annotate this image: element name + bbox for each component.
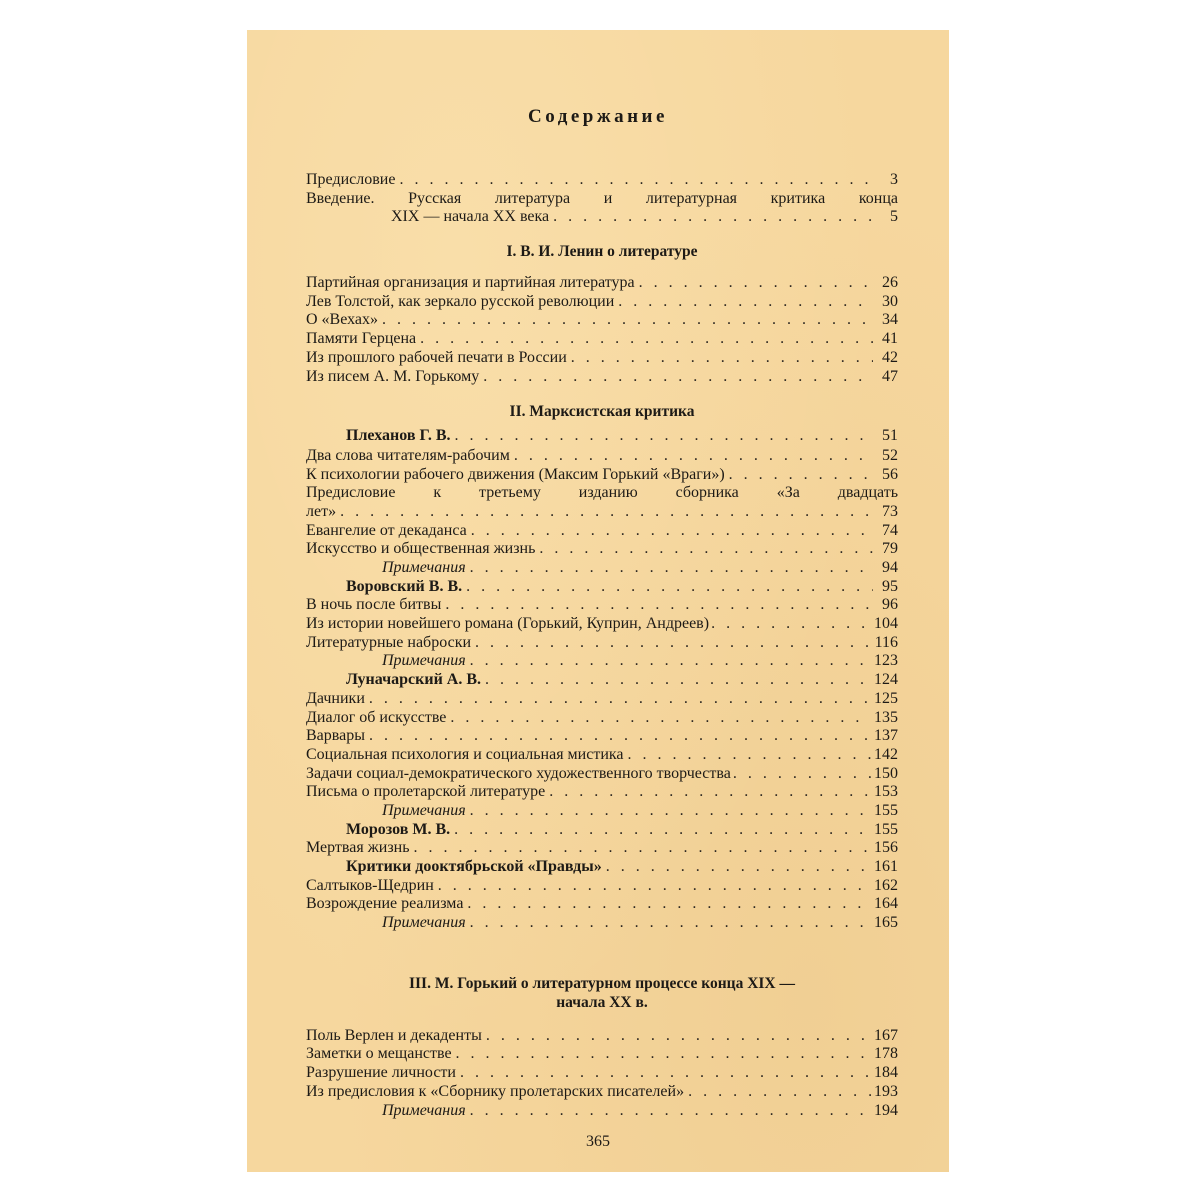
toc-entry [306,540,898,559]
toc-entry-page: 178 [874,1045,898,1063]
toc-entry-page: 124 [874,671,898,689]
toc-entry-title: Памяти Герцена [306,330,417,348]
dot-leader [470,559,873,578]
toc-entry-page: 41 [882,330,898,348]
toc-entry-page: 165 [874,914,898,932]
toc-entry-page: 79 [882,540,898,558]
dot-leader [340,503,873,522]
toc-entry-page: 94 [882,559,898,576]
toc-entry-line1 [306,484,898,503]
toc-entry-page: 52 [882,446,898,464]
toc-author-name: Морозов М. В. [346,820,451,838]
toc-entry [306,274,898,293]
section-2-entries [306,427,898,933]
toc-entry-page: 73 [882,502,898,520]
dot-leader [553,208,873,227]
dot-leader [470,652,871,671]
toc-entry-page: 26 [882,274,898,292]
toc-entry-title: Дачники [306,689,365,707]
toc-entry-page: 34 [882,311,898,329]
toc-entry [306,1045,898,1064]
toc-entry-line2 [306,208,898,227]
dot-leader [414,839,872,858]
toc-entry-title: Диалог об искусстве [306,708,447,726]
toc-notes [306,1102,898,1121]
dot-leader [438,877,871,896]
section-heading-3 [306,974,898,1012]
dot-leader [483,368,873,387]
toc-author-name: Плеханов Г. В. [346,427,451,445]
toc-entry [306,783,898,802]
toc-entry [306,877,898,896]
toc-entry [306,709,898,728]
toc-author [306,427,898,446]
toc-entry [306,171,898,190]
toc-entry-page: 150 [874,764,898,782]
page-title: Содержание [528,106,668,127]
dot-leader [711,615,872,634]
toc-author [306,578,898,597]
section-1-entries [306,274,898,386]
toc-entry-title: В ночь после битвы [306,596,442,614]
dot-leader [470,914,871,933]
toc-entry-page: 156 [874,839,898,857]
toc-entry-title: Возрождение реализма [306,895,464,913]
toc-entry [306,330,898,349]
toc-entry-title: Варвары [306,727,365,745]
toc-entry [306,349,898,368]
toc-entry-page: 30 [882,292,898,310]
toc-entry-title: Из предисловия к «Сборнику пролетарских писателей» [306,1082,685,1100]
toc-entry-page: 164 [874,895,898,913]
toc-entry-page: 142 [874,745,898,763]
toc-entry-title: Партийная организация и партийная литература [306,274,635,292]
toc-entry-page: 137 [874,727,898,745]
dot-leader [470,1102,871,1121]
toc-entry [306,596,898,615]
dot-leader [450,709,871,728]
toc-entry-title: Разрушение личности [306,1064,456,1082]
toc-entry [306,522,898,541]
toc-entry-title: Социальная психология и социальная мистика [306,745,624,763]
toc-entry-title: Искусство и общественная жизнь [306,540,536,558]
dot-leader [571,349,873,368]
toc-entry-title: Салтыков-Щедрин [306,876,434,894]
toc-entry-page: 161 [874,858,898,875]
toc-entry-page: 74 [882,521,898,539]
dot-leader [514,447,873,466]
toc-entry-page: 125 [874,689,898,707]
dot-leader [471,522,873,541]
toc-entry-title: О «Вехах» [306,311,379,329]
table-of-contents [306,171,898,1120]
dot-leader [369,727,871,746]
dot-leader [460,1064,871,1083]
section-heading-3-line2: начала XX в. [556,993,648,1011]
toc-entry-title: К психологии рабочего движения (Максим Горький «Враги») [306,465,725,483]
toc-entry-page: 51 [882,427,898,445]
toc-entry [306,634,898,653]
toc-entry [306,1027,898,1046]
toc-entry-line2 [306,503,898,522]
toc-entry [306,615,898,634]
toc-entry-title-cont: XIX — начала XX века [391,208,550,226]
toc-entry-page: 194 [874,1101,898,1119]
toc-author-name: Воровский В. В. [346,577,463,595]
toc-entry-page: 56 [882,465,898,483]
toc-entry-page: 104 [874,615,898,633]
dot-leader [628,746,871,765]
toc-entry [306,1064,898,1083]
toc-entry-title: Введение. Русская литература и литературная критика конца [306,189,898,207]
dot-leader [456,1045,871,1064]
dot-leader [729,466,873,485]
toc-notes-label: Примечания [382,559,466,576]
dot-leader [539,540,873,559]
toc-entry-page: 116 [874,633,898,651]
toc-entry-title: Мертвая жизнь [306,839,410,857]
toc-entry-page: 95 [882,577,898,595]
dot-leader [382,311,873,330]
dot-leader [486,1027,871,1046]
toc-entry-page: 42 [882,348,898,366]
toc-entry-page: 135 [874,708,898,726]
toc-entry-title: Задачи социал-демократического художественного творчества [306,764,731,782]
toc-entry-title: Из писем А. М. Горькому [306,367,480,385]
dot-leader [454,821,871,840]
dot-leader [369,690,871,709]
toc-entry [306,293,898,312]
toc-entry-title: Из истории новейшего романа (Горький, Куприн, Андреев) [306,615,710,633]
toc-entry-title: Два слова читателям-рабочим [306,446,510,464]
dot-leader [618,293,873,312]
toc-notes [306,652,898,671]
toc-entry [306,727,898,746]
toc-entry-title: Литературные наброски [306,633,472,651]
dot-leader [420,330,873,349]
dot-leader [475,634,872,653]
dot-leader [445,596,873,615]
toc-entry [306,765,898,784]
dot-leader [606,858,871,877]
toc-entry-title: Заметки о мещанстве [306,1045,452,1063]
dot-leader [639,274,873,293]
toc-notes-label: Примечания [382,801,466,819]
toc-entry-page: 193 [874,1082,898,1100]
toc-author [306,671,898,690]
section-heading-2: II. Марксистская критика [509,403,695,421]
toc-entry [306,447,898,466]
dot-leader [467,895,871,914]
dot-leader [466,578,873,597]
toc-entry-page: 5 [890,208,898,226]
toc-author [306,821,898,840]
toc-entry [306,311,898,330]
toc-entry [306,368,898,387]
section-3-entries [306,1027,898,1120]
section-heading-1: I. В. И. Ленин о литературе [506,243,698,261]
toc-entry-title: Лев Толстой, как зеркало русской революции [306,292,615,310]
toc-entry-title: Предисловие [306,171,396,188]
toc-entry [306,690,898,709]
toc-notes [306,914,898,933]
dot-leader [549,783,871,802]
toc-notes [306,802,898,821]
toc-notes-label: Примечания [382,914,466,932]
toc-notes-label: Примечания [382,652,466,670]
toc-entry [306,466,898,485]
book-page [247,30,949,1172]
toc-entry [306,746,898,765]
toc-notes [306,559,898,578]
toc-entry [306,839,898,858]
toc-entry-page: 167 [874,1026,898,1044]
toc-entry-page: 47 [882,367,898,385]
toc-entry-page: 153 [874,783,898,801]
dot-leader [485,671,871,690]
toc-notes-label: Примечания [382,1101,466,1119]
toc-author [306,858,898,877]
toc-entry-title: Письма о пролетарской литературе [306,783,546,801]
toc-entry-page: 96 [882,596,898,614]
toc-entry-page: 155 [874,801,898,819]
toc-author-name: Критики дооктябрьской «Правды» [346,858,602,875]
toc-entry-title-cont: лет» [306,502,337,520]
toc-entry-page: 155 [874,820,898,838]
toc-entry [306,895,898,914]
dot-leader [688,1083,871,1102]
toc-entry-title: Из прошлого рабочей печати в России [306,348,567,366]
toc-entry-title: Поль Верлен и декаденты [306,1026,482,1044]
toc-entry-page: 123 [874,652,898,670]
dot-leader [470,802,871,821]
toc-author-name: Луначарский А. В. [346,671,482,689]
toc-entry-title: Евангелие от декаданса [306,521,467,539]
dot-leader [455,427,874,446]
dot-leader [733,765,872,784]
toc-entry-page: 184 [874,1064,898,1082]
page-number: 365 [586,1133,610,1150]
toc-entry-title: Предисловие к третьему изданию сборника «За двадцать [306,484,898,502]
dot-leader [399,171,873,190]
toc-entry-line1 [306,190,898,209]
toc-entry [306,1083,898,1102]
toc-entry-page: 3 [890,171,898,188]
toc-entry-page: 162 [874,876,898,894]
section-heading-3-line1: III. М. Горький о литературном процессе конца XIX — [408,974,796,992]
